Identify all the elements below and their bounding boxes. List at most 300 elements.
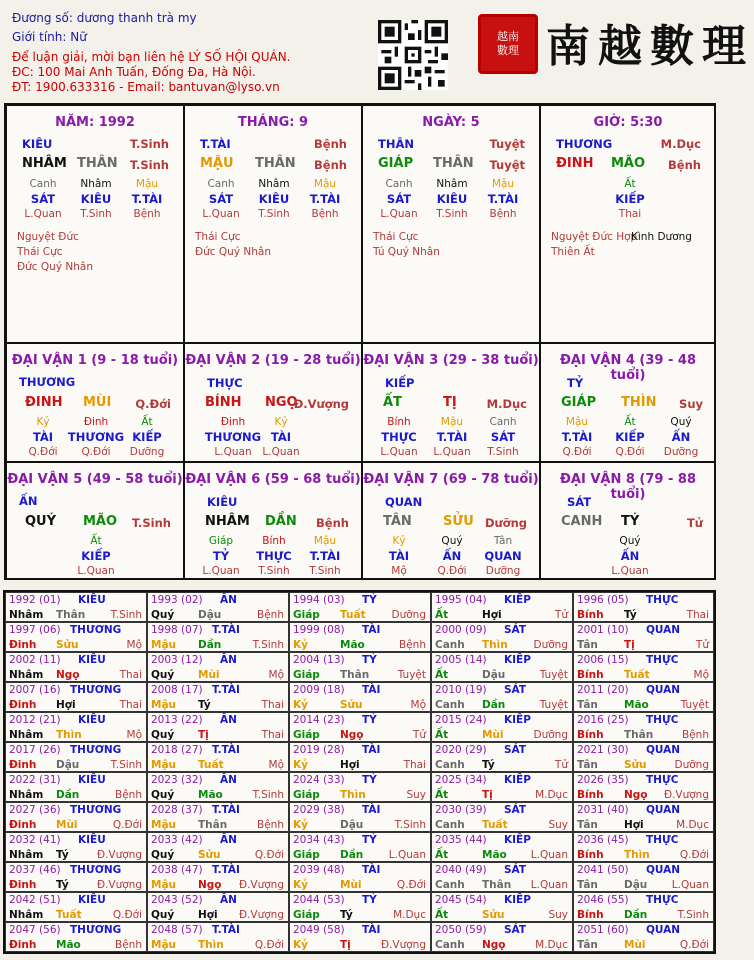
- year-label: 2000 (09): [435, 624, 487, 636]
- year-stem: Bính: [577, 849, 604, 861]
- year-cell[interactable]: [431, 712, 573, 742]
- year-label: 1992 (01): [9, 594, 61, 606]
- pillar-title: NGÀY: 5: [422, 115, 480, 130]
- year-cell[interactable]: [5, 832, 147, 862]
- year-stem: Mậu: [151, 939, 177, 951]
- year-branch: Sửu: [482, 909, 505, 921]
- dai-van-title: ĐẠI VẬN 5 (49 - 58 tuổi): [7, 472, 183, 487]
- year-cell[interactable]: [147, 652, 289, 682]
- hidden-god: KIẾP: [132, 430, 162, 444]
- spirit-star: Nguyệt Đức Hợp: [551, 231, 638, 243]
- year-label: 2001 (10): [577, 624, 629, 636]
- year-cell[interactable]: [289, 682, 431, 712]
- year-label: 2047 (56): [9, 924, 61, 936]
- year-cell[interactable]: [5, 892, 147, 922]
- year-label: 2034 (43): [293, 834, 345, 846]
- year-cell[interactable]: [431, 862, 573, 892]
- hidden-god: ẤN: [620, 549, 640, 563]
- year-cell[interactable]: [289, 592, 431, 622]
- year-stage: Đ.Vượng: [663, 789, 709, 801]
- year-stem: Bính: [577, 789, 604, 801]
- year-cell[interactable]: [431, 682, 573, 712]
- dai-van-god: KIẾP: [385, 376, 415, 390]
- year-stem: Giáp: [293, 789, 320, 801]
- hidden-stem: Canh: [207, 178, 235, 190]
- year-cell[interactable]: [5, 592, 147, 622]
- hidden-stage: L.Quan: [262, 446, 300, 458]
- year-stem: Kỷ: [293, 939, 308, 951]
- year-stem: Nhâm: [9, 729, 44, 741]
- year-branch: Tý: [56, 849, 69, 861]
- year-stem: Kỷ: [293, 759, 308, 771]
- pillar-god: KIÊU: [22, 137, 53, 151]
- hidden-stem: Bính: [387, 416, 411, 428]
- year-stage: Mộ: [126, 639, 142, 651]
- year-branch: Thân: [340, 669, 370, 681]
- year-stem: Đinh: [9, 819, 37, 831]
- year-stage: Đ.Vượng: [380, 939, 426, 951]
- year-stem: Quý: [151, 669, 175, 681]
- dai-van-cell[interactable]: [540, 343, 716, 462]
- year-god: ẤN: [220, 774, 237, 786]
- year-stage: Mộ: [126, 729, 142, 741]
- year-stem: Mậu: [151, 639, 177, 651]
- year-god: THỰC: [646, 654, 679, 666]
- year-label: 2028 (37): [151, 804, 203, 816]
- dai-van-stage: Đ.Vượng: [293, 397, 349, 411]
- year-label: 2041 (50): [577, 864, 629, 876]
- hidden-stage: T.Sinh: [80, 208, 112, 220]
- year-stage: L.Quan: [530, 849, 568, 861]
- year-cell[interactable]: [573, 892, 714, 922]
- dai-van-cell[interactable]: [540, 462, 716, 580]
- pillar-branch: THÂN: [255, 156, 296, 171]
- year-stem: Kỷ: [293, 639, 308, 651]
- hidden-stem: Đinh: [220, 416, 246, 428]
- hidden-stem: Quý: [441, 535, 463, 547]
- dai-van-branch: SỬU: [443, 514, 474, 529]
- year-cell[interactable]: [289, 922, 431, 952]
- year-branch: Thìn: [198, 939, 224, 951]
- hidden-stem: Mậu: [313, 178, 337, 190]
- year-cell[interactable]: [573, 742, 714, 772]
- qr-code-icon[interactable]: [378, 20, 448, 90]
- year-cell[interactable]: [573, 682, 714, 712]
- year-label: 2018 (27): [151, 744, 203, 756]
- hidden-stage: T.Sinh: [487, 446, 519, 458]
- year-cell[interactable]: [573, 652, 714, 682]
- hidden-god: T.TÀI: [131, 192, 163, 206]
- year-branch: Mão: [624, 699, 649, 711]
- hidden-stem: Canh: [385, 178, 413, 190]
- hidden-stage: L.Quan: [433, 446, 471, 458]
- year-cell[interactable]: [5, 802, 147, 832]
- phone-email[interactable]: ĐT: 1900.633316 - Email: bantuvan@lyso.vn: [12, 80, 280, 94]
- pillar-branch: MÃO: [611, 156, 646, 171]
- pillar-branch: THÂN: [77, 156, 118, 171]
- year-cell[interactable]: [147, 892, 289, 922]
- year-god: SÁT: [504, 864, 527, 876]
- year-branch: Mão: [482, 849, 507, 861]
- year-label: 2030 (39): [435, 804, 487, 816]
- year-god: ẤN: [220, 894, 237, 906]
- hidden-god: THƯƠNG: [204, 430, 262, 444]
- hidden-god: TÀI: [32, 430, 54, 444]
- year-label: 2019 (28): [293, 744, 345, 756]
- year-label: 2007 (16): [9, 684, 61, 696]
- year-god: KIẾP: [504, 834, 531, 846]
- year-stage: Dưỡng: [533, 639, 568, 651]
- hidden-stem: Ất: [141, 416, 153, 428]
- year-branch: Tý: [482, 759, 495, 771]
- year-cell[interactable]: [573, 772, 714, 802]
- hidden-god: ẤN: [442, 549, 462, 563]
- year-stage: Mộ: [268, 669, 284, 681]
- year-stage: Q.Đới: [112, 819, 142, 831]
- dai-van-stem: BÍNH: [205, 395, 242, 410]
- year-branch: Dậu: [482, 669, 506, 681]
- year-stage: Đ.Vượng: [96, 879, 142, 891]
- year-cell[interactable]: [573, 832, 714, 862]
- year-god: KIÊU: [78, 894, 106, 906]
- year-stem: Mậu: [151, 879, 177, 891]
- year-stem: Mậu: [151, 759, 177, 771]
- year-stage: M.Dục: [676, 819, 709, 831]
- address: ĐC: 100 Mai Anh Tuấn, Đống Đa, Hà Nội.: [12, 65, 256, 79]
- hidden-stem: Mậu: [135, 178, 159, 190]
- year-cell[interactable]: [289, 652, 431, 682]
- year-cell[interactable]: [5, 922, 147, 952]
- year-stem: Tân: [577, 879, 598, 891]
- pillar-god-stage: T.Sinh: [129, 137, 169, 151]
- year-god: TỶ: [362, 714, 377, 726]
- year-branch: Tị: [340, 939, 351, 951]
- year-branch: Hợi: [340, 759, 360, 771]
- year-branch: Tuất: [198, 759, 224, 771]
- year-branch: Tuất: [340, 609, 366, 621]
- year-god: TÀI: [362, 744, 381, 756]
- year-god: THỰC: [646, 714, 679, 726]
- pillar-stage: T.Sinh: [129, 158, 169, 172]
- hidden-god: QUAN: [484, 549, 522, 563]
- hidden-stem: Kỷ: [274, 416, 288, 428]
- year-branch: Ngọ: [340, 729, 364, 741]
- year-god: TÀI: [362, 864, 381, 876]
- pillar-cell: [540, 105, 716, 343]
- year-cell[interactable]: [431, 772, 573, 802]
- year-label: 2023 (32): [151, 774, 203, 786]
- dai-van-branch: NGỌ: [265, 395, 298, 410]
- year-label: 2012 (21): [9, 714, 61, 726]
- year-label: 1993 (02): [151, 594, 203, 606]
- header: [0, 0, 754, 100]
- year-stem: Kỷ: [293, 879, 308, 891]
- year-branch: Tuất: [624, 669, 650, 681]
- year-god: T.TÀI: [212, 804, 240, 816]
- year-god: ẤN: [220, 594, 237, 606]
- year-stem: Ất: [435, 729, 449, 741]
- pillar-stem: ĐINH: [556, 156, 594, 171]
- year-branch: Hợi: [624, 819, 644, 831]
- year-cell[interactable]: [431, 652, 573, 682]
- dai-van-cell[interactable]: [184, 343, 362, 462]
- year-cell[interactable]: [5, 652, 147, 682]
- hidden-god: ẤN: [671, 430, 691, 444]
- year-stem: Canh: [435, 639, 465, 651]
- year-branch: Dần: [624, 909, 648, 921]
- year-stage: Suy: [406, 789, 426, 801]
- year-cell[interactable]: [5, 862, 147, 892]
- year-god: QUAN: [646, 624, 681, 636]
- dai-van-god: THỰC: [207, 376, 243, 390]
- dai-van-god: ẤN: [19, 494, 38, 508]
- year-branch: Thân: [482, 879, 512, 891]
- year-stem: Kỷ: [293, 699, 308, 711]
- year-branch: Ngọ: [482, 939, 506, 951]
- year-stem: Kỷ: [293, 819, 308, 831]
- hidden-god: THỰC: [381, 430, 417, 444]
- hidden-stage: Mộ: [391, 565, 407, 577]
- year-god: QUAN: [646, 924, 681, 936]
- dai-van-title: ĐẠI VẬN 1 (9 - 18 tuổi): [11, 353, 179, 368]
- year-cell[interactable]: [573, 922, 714, 952]
- hidden-stem: Kỷ: [392, 535, 406, 547]
- year-god: T.TÀI: [212, 864, 240, 876]
- year-cell[interactable]: [289, 742, 431, 772]
- year-label: 2016 (25): [577, 714, 629, 726]
- year-god: ẤN: [220, 834, 237, 846]
- year-god: THƯƠNG: [70, 684, 122, 696]
- year-god: QUAN: [646, 804, 681, 816]
- year-stem: Ất: [435, 669, 449, 681]
- hidden-stem: Ất: [624, 416, 636, 428]
- dai-van-title: ĐẠI VẬN 3 (29 - 38 tuổi): [363, 353, 539, 368]
- year-branch: Hợi: [56, 699, 76, 711]
- year-label: 2011 (20): [577, 684, 629, 696]
- year-cell[interactable]: [147, 742, 289, 772]
- dai-van-branch: TÝ: [621, 514, 640, 529]
- dai-van-cell[interactable]: [362, 343, 540, 462]
- year-cell[interactable]: [573, 712, 714, 742]
- year-cell[interactable]: [147, 712, 289, 742]
- year-stage: Bệnh: [682, 729, 709, 741]
- year-label: 2003 (12): [151, 654, 203, 666]
- year-label: 2044 (53): [293, 894, 345, 906]
- year-cell[interactable]: [289, 832, 431, 862]
- year-god: TÀI: [362, 624, 381, 636]
- year-god: KIẾP: [504, 714, 531, 726]
- year-god: KIẾP: [504, 594, 531, 606]
- year-stem: Bính: [577, 669, 604, 681]
- year-cell[interactable]: [431, 892, 573, 922]
- year-stage: Dưỡng: [674, 759, 709, 771]
- dai-van-stage: T.Sinh: [131, 516, 171, 530]
- year-branch: Mùi: [340, 879, 362, 891]
- year-god: SÁT: [504, 684, 527, 696]
- year-stage: Bệnh: [257, 609, 284, 621]
- year-label: 2008 (17): [151, 684, 203, 696]
- year-branch: Tý: [198, 699, 211, 711]
- dai-van-cell[interactable]: [6, 343, 184, 462]
- year-cell[interactable]: [289, 802, 431, 832]
- year-stem: Canh: [435, 879, 465, 891]
- year-stage: Q.Đới: [254, 849, 284, 861]
- year-cell[interactable]: [5, 742, 147, 772]
- year-label: 2040 (49): [435, 864, 487, 876]
- year-cell[interactable]: [431, 832, 573, 862]
- year-stage: Đ.Vượng: [238, 909, 284, 921]
- hidden-stage: Q.Đới: [562, 446, 592, 458]
- year-label: 2043 (52): [151, 894, 203, 906]
- year-label: 2050 (59): [435, 924, 487, 936]
- dai-van-god: SÁT: [567, 495, 592, 509]
- year-stage: M.Dục: [535, 789, 568, 801]
- year-stem: Đinh: [9, 939, 37, 951]
- hidden-god: KIÊU: [258, 192, 290, 206]
- hidden-god: KIÊU: [436, 192, 468, 206]
- year-cell[interactable]: [147, 862, 289, 892]
- year-cell[interactable]: [573, 622, 714, 652]
- dai-van-cell[interactable]: [6, 462, 184, 580]
- pillar-cell: [184, 105, 362, 343]
- year-god: THỰC: [646, 774, 679, 786]
- year-cell[interactable]: [289, 712, 431, 742]
- year-label: 2005 (14): [435, 654, 487, 666]
- year-god: TỶ: [362, 594, 377, 606]
- year-stem: Đinh: [9, 759, 37, 771]
- year-stage: Thai: [403, 759, 426, 771]
- year-god: KIÊU: [78, 774, 106, 786]
- year-label: 1996 (05): [577, 594, 629, 606]
- year-cell[interactable]: [147, 682, 289, 712]
- hidden-god: KIẾP: [615, 430, 645, 444]
- dai-van-cell[interactable]: [362, 462, 540, 580]
- year-cell[interactable]: [147, 772, 289, 802]
- year-stage: Dưỡng: [391, 609, 426, 621]
- hidden-stage: T.Sinh: [258, 208, 290, 220]
- year-label: 2036 (45): [577, 834, 629, 846]
- year-cell[interactable]: [289, 772, 431, 802]
- year-cell[interactable]: [147, 592, 289, 622]
- year-cell[interactable]: [147, 832, 289, 862]
- year-cell[interactable]: [573, 802, 714, 832]
- pillar-god-stage: M.Dục: [660, 137, 701, 151]
- year-label: 2045 (54): [435, 894, 487, 906]
- year-cell[interactable]: [147, 622, 289, 652]
- year-cell[interactable]: [431, 592, 573, 622]
- year-label: 1999 (08): [293, 624, 345, 636]
- hidden-stage: L.Quan: [214, 446, 252, 458]
- pillar-title: THÁNG: 9: [237, 115, 309, 130]
- year-cell[interactable]: [5, 712, 147, 742]
- hidden-stage: L.Quan: [202, 208, 240, 220]
- year-cell[interactable]: [431, 922, 573, 952]
- dai-van-stage: Q.Đới: [135, 397, 171, 411]
- year-cell[interactable]: [289, 622, 431, 652]
- hidden-stem: Nhâm: [258, 178, 290, 190]
- hidden-god: SÁT: [30, 192, 56, 206]
- year-label: 2024 (33): [293, 774, 345, 786]
- hidden-stem: Canh: [29, 178, 57, 190]
- hidden-stage: L.Quan: [24, 208, 62, 220]
- year-cell[interactable]: [5, 772, 147, 802]
- year-cell[interactable]: [431, 802, 573, 832]
- year-stage: L.Quan: [671, 879, 709, 891]
- year-branch: Dần: [340, 849, 364, 861]
- year-label: 2049 (58): [293, 924, 345, 936]
- year-god: THƯƠNG: [70, 864, 122, 876]
- year-stem: Ất: [435, 849, 449, 861]
- year-branch: Thân: [198, 819, 228, 831]
- dai-van-cell[interactable]: [184, 462, 362, 580]
- hidden-stage: T.Sinh: [436, 208, 468, 220]
- year-cell[interactable]: [289, 862, 431, 892]
- year-branch: Tị: [624, 639, 635, 651]
- year-stem: Ất: [435, 789, 449, 801]
- year-label: 2017 (26): [9, 744, 61, 756]
- hidden-stem: Nhâm: [80, 178, 112, 190]
- year-god: KIÊU: [78, 654, 106, 666]
- year-god: SÁT: [504, 744, 527, 756]
- year-branch: Dậu: [624, 879, 648, 891]
- brand-logo: 南越數理: [546, 21, 754, 72]
- year-cell[interactable]: [147, 802, 289, 832]
- hidden-stem: Quý: [619, 535, 641, 547]
- year-god: QUAN: [646, 744, 681, 756]
- pillar-title: NĂM: 1992: [55, 115, 135, 130]
- year-stem: Đinh: [9, 879, 37, 891]
- year-branch: Mùi: [56, 819, 78, 831]
- year-cell[interactable]: [147, 922, 289, 952]
- pillar-stage: Tuyệt: [489, 158, 525, 172]
- year-label: 2032 (41): [9, 834, 61, 846]
- year-stem: Giáp: [293, 729, 320, 741]
- year-cell[interactable]: [289, 892, 431, 922]
- year-label: 2027 (36): [9, 804, 61, 816]
- hidden-stem: Bính: [262, 535, 286, 547]
- year-stage: Bệnh: [115, 789, 142, 801]
- year-stem: Canh: [435, 759, 465, 771]
- year-cell[interactable]: [431, 742, 573, 772]
- hidden-stem: Đinh: [83, 416, 109, 428]
- year-label: 2039 (48): [293, 864, 345, 876]
- year-branch: Tý: [624, 609, 637, 621]
- year-cell[interactable]: [5, 682, 147, 712]
- year-cell[interactable]: [431, 622, 573, 652]
- pillar-stem: GIÁP: [378, 156, 414, 171]
- year-god: TÀI: [362, 804, 381, 816]
- gender: Giới tính: Nữ: [12, 30, 87, 44]
- hidden-stage: Q.Đới: [437, 565, 467, 577]
- hidden-stem: Ất: [90, 535, 102, 547]
- year-branch: Thìn: [56, 729, 82, 741]
- year-label: 2013 (22): [151, 714, 203, 726]
- year-cell[interactable]: [573, 862, 714, 892]
- dai-van-branch: DẦN: [265, 514, 297, 529]
- year-stage: Tử: [695, 639, 709, 651]
- year-cell[interactable]: [5, 622, 147, 652]
- year-god: KIẾP: [504, 774, 531, 786]
- year-branch: Dần: [198, 639, 222, 651]
- year-stem: Giáp: [293, 909, 320, 921]
- spirit-star: Thái Cực: [373, 231, 419, 243]
- year-cell[interactable]: [573, 592, 714, 622]
- year-label: 2037 (46): [9, 864, 61, 876]
- year-label: 2051 (60): [577, 924, 629, 936]
- year-branch: Ngọ: [56, 669, 80, 681]
- year-god: KIÊU: [78, 594, 106, 606]
- hidden-stem: Giáp: [208, 535, 234, 547]
